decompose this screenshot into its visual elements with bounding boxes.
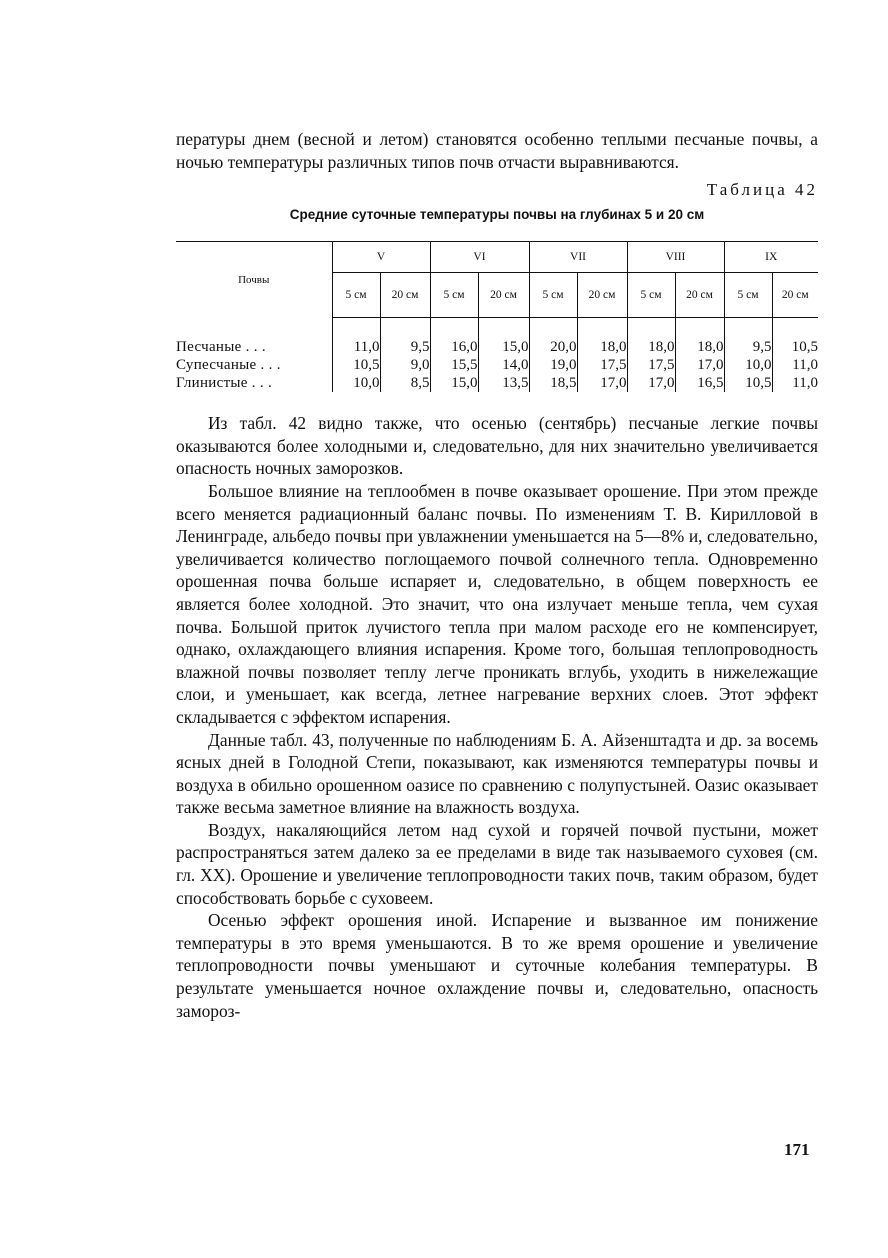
table-label: Таблица 42 — [706, 180, 818, 200]
header-months-row — [176, 242, 818, 273]
month-header: VIII — [627, 242, 724, 273]
table-cell: 17,0 — [675, 356, 724, 374]
table-row — [176, 356, 818, 374]
page — [176, 128, 818, 1022]
table-cell: 14,0 — [478, 356, 529, 374]
table-cell: 17,0 — [627, 374, 675, 392]
depth-header: 20 см — [577, 273, 627, 318]
table-cell: 15,5 — [430, 356, 478, 374]
paragraph: Из табл. 42 видно также, что осенью (сентябрь) песчаные легкие почвы оказываются более холодными и, следовательно, для них значительно увеличивается опасность ночных заморозков. — [176, 413, 818, 479]
table-cell: 10,0 — [332, 374, 380, 392]
paragraph: Воздух, накаляющийся летом над сухой и горячей почвой пустыни, может распространяться затем далеко за ее пределами в виде так называемого суховея (см. гл. XX). Орошение и увеличение теплопроводности таких почв, таким образом, будет способствовать борьбе с суховеем. — [176, 819, 818, 908]
table-cell: 11,0 — [772, 356, 818, 374]
table-cell: 16,0 — [430, 338, 478, 356]
month-header: IX — [724, 242, 818, 273]
table-cell: 11,0 — [772, 374, 818, 392]
depth-header: 5 см — [430, 273, 478, 318]
soil-name: Песчаные . . . — [176, 339, 266, 356]
table-cell: 13,5 — [478, 374, 529, 392]
soil-name: Глинистые . . . — [176, 375, 273, 392]
depth-header: 20 см — [772, 273, 818, 318]
soil-temperature-table — [176, 241, 818, 392]
table-row — [176, 338, 818, 356]
body-text — [176, 412, 818, 1022]
soil-name: Супесчаные . . . — [176, 357, 281, 374]
table-cell: 18,5 — [529, 374, 577, 392]
table-cell: 17,5 — [577, 356, 627, 374]
depth-header: 5 см — [332, 273, 380, 318]
table-cell: 15,0 — [478, 338, 529, 356]
month-header: V — [332, 242, 430, 273]
month-header: VI — [430, 242, 529, 273]
table-cell: 11,0 — [332, 338, 380, 356]
page-number: 171 — [784, 1140, 810, 1159]
depth-header: 5 см — [627, 273, 675, 318]
table-cell: 19,0 — [529, 356, 577, 374]
depth-header: 5 см — [724, 273, 772, 318]
table-cell: 18,0 — [675, 338, 724, 356]
depth-header: 20 см — [478, 273, 529, 318]
paragraph: Большое влияние на теплообмен в почве оказывает орошение. При этом прежде всего меняется радиационный баланс почвы. По изменениям Т. В. Кирилловой в Ленинграде, альбедо почвы при увлажнении уменьшается на 5—8% и, следовательно, увеличивается количество поглощаемого почвой солнечного тепла. Одновременно орошенная почва больше испаряет и, следовательно, в общем поверхность ее является более холодной. Это значит, что она излучает меньше тепла, чем сухая почва. Большой приток лучистого тепла при малом расходе его не компенсирует, однако, охлаждающего влияния испарения. Кроме того, большая теплопроводность влажной почвы позволяет теплу легче проникать вглубь, уходить в нижележащие слои, и уменьшает, как всегда, летнее нагревание верхних слоев. Этот эффект складывается с эффектом испарения. — [176, 480, 818, 727]
table-cell: 8,5 — [380, 374, 430, 392]
table-cell: 9,5 — [724, 338, 772, 356]
paragraph: Осенью эффект орошения иной. Испарение и вызванное им понижение температуры в это время уменьшаются. В то же время орошение и увеличение теплопроводности почвы уменьшают и суточные колебания температуры. В результате уменьшается ночное охлаждение почвы и, следовательно, опасность замороз- — [176, 910, 818, 1021]
month-header: VII — [529, 242, 627, 273]
table-cell: 20,0 — [529, 338, 577, 356]
table-cell: 17,0 — [577, 374, 627, 392]
table-cell: 17,5 — [627, 356, 675, 374]
table-cell: 9,0 — [380, 356, 430, 374]
table-cell: 16,5 — [675, 374, 724, 392]
paragraph: Данные табл. 43, полученные по наблюдениям Б. А. Айзенштадта и др. за восемь ясных дней в Голодной Степи, показывают, как изменяются температуры почвы и воздуха в обильно орошенном оазисе по сравнению с полупустыней. Оазис оказывает также весьма заметное влияние на влажность воздуха. — [176, 729, 818, 818]
table-cell: 15,0 — [430, 374, 478, 392]
depth-header: 20 см — [380, 273, 430, 318]
table-title: Средние суточные температуры почвы на глубинах 5 и 20 см — [289, 207, 705, 223]
intro-paragraph: пературы днем (весной и летом) становятся особенно теплыми песчаные почвы, а ночью температуры различных типов почв отчасти выравниваются. — [176, 129, 818, 172]
table-cell: 10,5 — [332, 356, 380, 374]
table-cell: 10,5 — [772, 338, 818, 356]
soil-column-header: Почвы — [176, 242, 332, 318]
depth-header: 5 см — [529, 273, 577, 318]
table-cell: 10,5 — [724, 374, 772, 392]
table-cell: 18,0 — [627, 338, 675, 356]
table-cell: 18,0 — [577, 338, 627, 356]
table-row — [176, 374, 818, 392]
depth-header: 20 см — [675, 273, 724, 318]
table-cell: 10,0 — [724, 356, 772, 374]
table-cell: 9,5 — [380, 338, 430, 356]
